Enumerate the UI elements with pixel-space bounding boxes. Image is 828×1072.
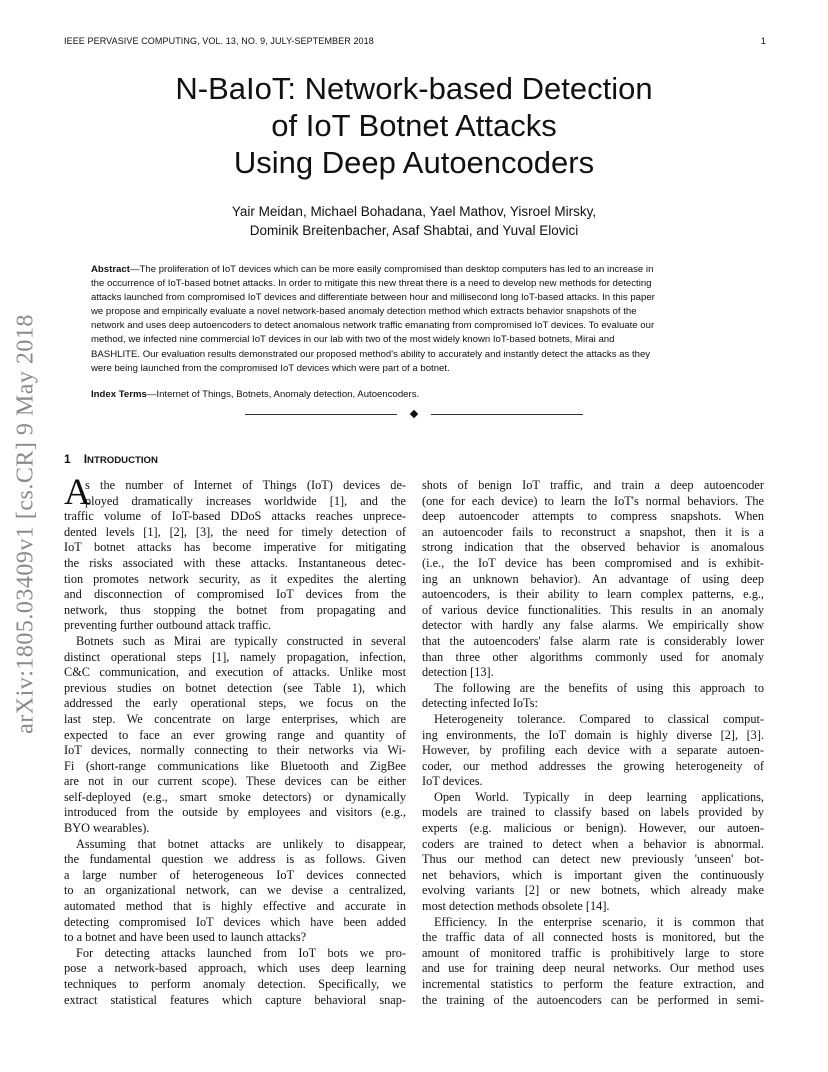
text-line: IoT devices, normally connecting to their networks via Wi- [64, 743, 406, 758]
abstract-line: —The proliferation of IoT devices which can be more easily compromised than desktop computers has led to an increase in [129, 264, 654, 275]
text-line: preventing further outbound attack traffic. [64, 618, 272, 633]
abstract [91, 263, 739, 376]
right-column [422, 478, 764, 1008]
text-line: Fi (short-range communications like Bluetooth and ZigBee [64, 758, 406, 773]
text-line: detecting compromised IoT devices which have been added [64, 914, 406, 929]
diamond-icon [410, 410, 418, 418]
text-line: tion promotes network security, as it expedites the alerting [64, 571, 406, 586]
text-line: BYO wearables). [64, 821, 150, 836]
left-column [64, 472, 406, 1008]
text-line: of various device functionalities. This results in an anomaly [422, 602, 764, 617]
text-line: Thus our method can detect new previously 'unseen' bot- [422, 852, 764, 867]
abstract-line: BASHLITE. Our evaluation results demonstrated our proposed method's ability to accurately and instantly detect the attacks as they [91, 348, 651, 360]
text-line: traffic volume of IoT-based DDoS attacks reaches unprece- [64, 509, 406, 524]
text-line: network, thus stopping the botnet from propagating and [64, 602, 406, 617]
text-line: and use for training deep neural networks. Our method uses [422, 961, 764, 976]
text-line: shots of benign IoT traffic, and train a deep autoencoder [422, 478, 764, 492]
text-line: autoencoders, is their ability to learn complex patterns, e.g., [422, 587, 764, 602]
text-line: Assuming that botnet attacks are unlikely to disappear, [76, 836, 406, 851]
text-line: detection [13]. [422, 665, 494, 680]
index-terms-text: —Internet of Things, Botnets, Anomaly detection, Autoencoders. [146, 389, 420, 400]
text-line: last step. We concentrate on large enterprises, which are [64, 711, 406, 726]
text-line: strong indication that the observed behavior is anomalous [422, 540, 764, 555]
abstract-line: we propose and empirically evaluate a novel network-based anomaly detection method which extracts behavior snapshots of the [91, 306, 637, 318]
running-header [64, 36, 766, 46]
text-line: distinct operational steps [1], namely propagation, infection, [64, 649, 406, 664]
text-line: experts (e.g. malicious or benign). However, our autoen- [422, 821, 764, 836]
section-title-initial: I [83, 452, 88, 466]
text-line: ing environments, the IoT domain is highly diverse [2], [3]. [422, 727, 764, 742]
text-line: IoT devices. [422, 774, 483, 789]
abstract-line: method, we infected nine commercial IoT devices in our lab with two of the most widely known IoT-based botnets, Mirai and [91, 334, 615, 346]
text-line: that the autoencoders' false alarm rate is considerably lower [422, 633, 764, 648]
text-line: techniques to perform anomaly detection. Specifically, we [64, 977, 406, 991]
divider-line [245, 414, 397, 415]
text-line: extract statistical features which capture behavioral snap- [64, 992, 406, 1007]
text-line: to a botnet and have been used to launch attacks? [64, 930, 307, 945]
text-line: (one for each device) to learn the IoT's normal behaviors. The [422, 493, 764, 508]
text-line: IoT botnet attacks has become imperative for mitigating [64, 540, 406, 555]
title-line: N-BaIoT: Network-based Detection [175, 71, 653, 106]
text-line: dented levels [1], [2], [3], the need for timely detection of [64, 524, 406, 539]
text-line: automated method that is highly effective and accurate in [64, 899, 406, 914]
text-line: introduced from the outside by employees and visitors (e.g., [64, 805, 406, 820]
text-line: evolving variants [2] or new botnets, which already make [422, 883, 764, 898]
text-line: incremental statistics to perform the feature extraction, and [422, 977, 764, 991]
text-line: ing an unknown behavior). An advantage of using deep [422, 571, 764, 586]
title-line: of IoT Botnet Attacks [271, 108, 557, 143]
text-line: amount of monitored traffic is prohibitively large to store [422, 945, 764, 960]
text-line: an autoencoder fails to reconstruct a snapshot, then it is a [422, 524, 764, 539]
text-line: and disconnection of compromised IoT devices from the [64, 587, 406, 602]
text-line: Open World. Typically in deep learning applications, [434, 789, 764, 804]
text-line: s the number of Internet of Things (IoT) devices de- [85, 478, 406, 492]
section-heading [64, 452, 158, 466]
index-terms [91, 389, 739, 400]
text-line: coders are trained to detect when a behavior is abnormal. [422, 836, 764, 851]
abstract-line: network and uses deep autoencoders to detect anomalous network traffic emanating from compromised IoT devices. To evaluate our [91, 320, 655, 332]
abstract-line: the occurrence of IoT-based botnet attacks. In order to mitigate this new threat there is a need to develop new methods for detecting [91, 278, 652, 290]
journal-info: IEEE PERVASIVE COMPUTING, VOL. 13, NO. 9, JULY-SEPTEMBER 2018 [64, 36, 374, 46]
text-line: self-deployed (e.g., smart smoke detectors) or dynamically [64, 789, 406, 804]
abstract-label: Abstract [91, 264, 130, 275]
index-terms-label: Index Terms [91, 389, 147, 400]
text-line: are not in our current scope). These devices can be either [64, 774, 406, 789]
text-line: previous studies on botnet detection (see Table 1), which [64, 680, 406, 695]
divider-line [431, 414, 583, 415]
author-line: Yair Meidan, Michael Bohadana, Yael Mathov, Yisroel Mirsky, [231, 204, 597, 219]
page-number: 1 [760, 36, 766, 46]
text-line: the fundamental question we address is as follows. Given [64, 852, 406, 867]
text-line: detector with hardly any false alarms. We empirically show [422, 618, 764, 633]
text-line: ployed dramatically increases worldwide [1], and the [85, 493, 406, 508]
text-line: a large number of heterogeneous IoT devices connected [64, 867, 406, 882]
text-line: Heterogeneity tolerance. Compared to classical comput- [434, 711, 764, 726]
text-line: the traffic data of all connected hosts is monitored, but the [422, 930, 764, 945]
text-line: the training of the autoencoders can be performed in semi- [422, 992, 764, 1007]
text-line: than three other algorithms commonly used for anomaly [422, 649, 764, 664]
title-line: Using Deep Autoencoders [233, 145, 595, 180]
abstract-line: were being launched from the compromised IoT devices which were part of a botnet. [91, 362, 450, 374]
abstract-line: attacks launched from compromised IoT devices and differentiate between hour and millisecond long IoT-based attacks. In this paper [91, 292, 655, 304]
text-line: to an organizational network, can we devise a centralized, [64, 883, 406, 898]
arxiv-stamp [6, 284, 46, 764]
text-line: most detection methods obsolete [14]. [422, 899, 610, 914]
section-number: 1 [64, 452, 71, 466]
text-line: coder, our method addresses the growing heterogeneity of [422, 758, 764, 773]
text-line: Efficiency. In the enterprise scenario, it is common that [434, 914, 764, 929]
author-list [64, 202, 764, 240]
paper-title [64, 70, 764, 181]
drop-cap: A [64, 472, 91, 513]
text-line: deep autoencoder attempts to compress snapshots. When [422, 509, 764, 524]
text-line: expected to face an ever growing range and quantity of [64, 727, 406, 742]
text-line: pose a network-based approach, which uses deep learning [64, 961, 406, 976]
section-title-rest: NTRODUCTION [87, 455, 158, 466]
text-line: Botnets such as Mirai are typically constructed in several [76, 633, 406, 648]
arxiv-stamp-text: arXiv:1805.03409v1 [cs.CR] 9 May 2018 [12, 314, 39, 734]
text-line: models are trained to classify based on labels provided by [422, 805, 764, 820]
text-line: addressed the early operational steps, we focus on the [64, 696, 406, 711]
text-line: C&C communication, and execution of attacks. Unlike most [64, 665, 406, 680]
text-line: For detecting attacks launched from IoT bots we pro- [76, 945, 406, 960]
author-line: Dominik Breitenbacher, Asaf Shabtai, and Yuval Elovici [249, 223, 579, 238]
text-line: (i.e., the IoT device has been compromised and is exhibit- [422, 555, 764, 570]
text-line: net behaviors, which is important given the continuously [422, 867, 764, 882]
text-line: However, by profiling each device with a separate autoen- [422, 743, 764, 758]
text-line: The following are the benefits of using this approach to [434, 680, 764, 695]
text-line: detecting infected IoTs: [422, 696, 538, 711]
section-divider [245, 407, 583, 421]
text-line: the risks associated with these attacks. Instantaneous detec- [64, 555, 406, 570]
